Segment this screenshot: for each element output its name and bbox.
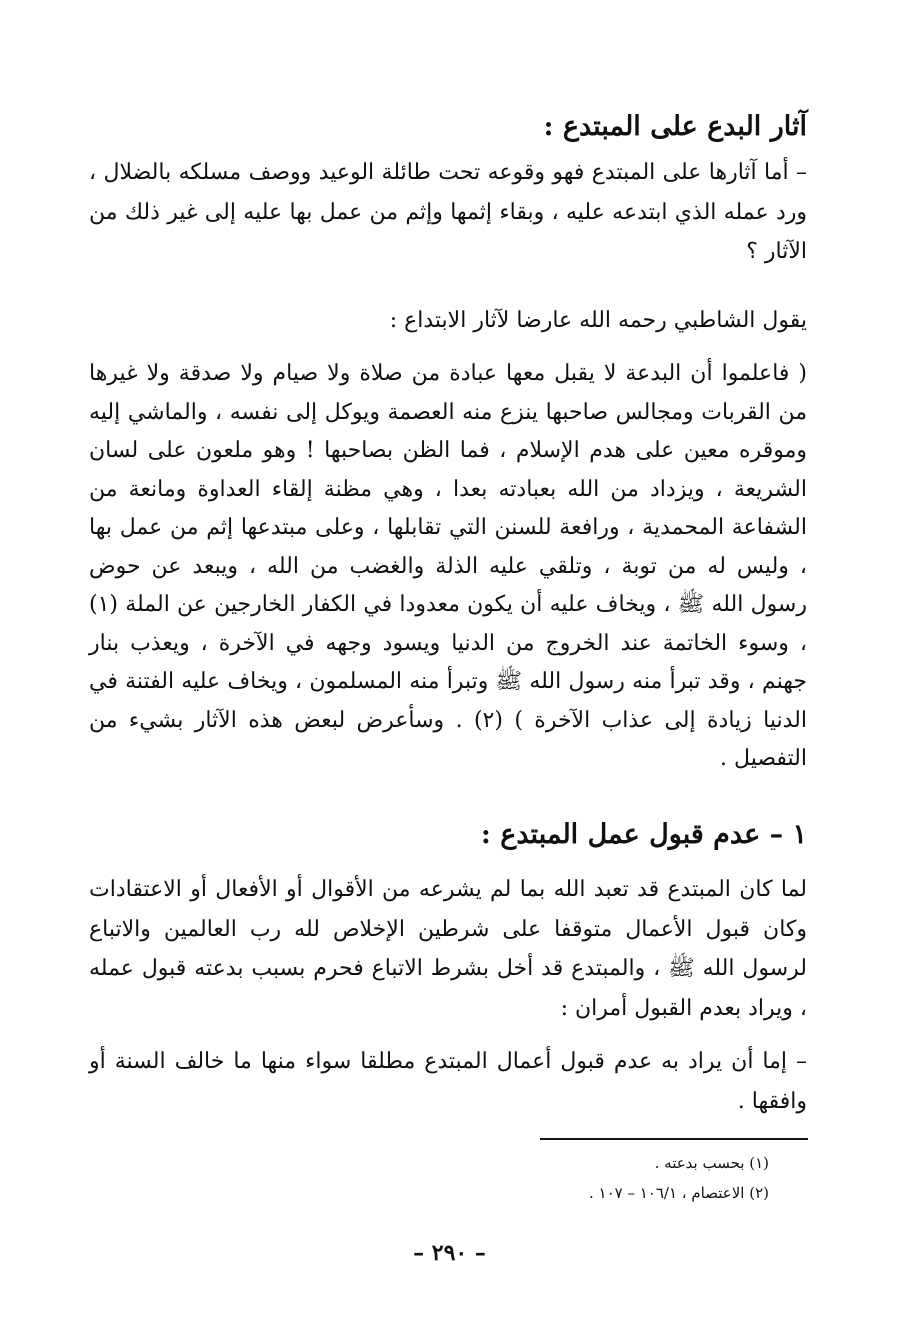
quote-intro: يقول الشاطبي رحمه الله عارضا لآثار الابتداع : (389, 308, 807, 333)
footnote-1: (١) بحسب بدعته . (654, 1154, 769, 1172)
page-number: – ٢٩٠ – (413, 1240, 486, 1266)
subsection-title: ١ – عدم قبول عمل المبتدع : (480, 819, 807, 850)
footnote-divider (540, 1138, 808, 1140)
footnotes (169, 1148, 769, 1208)
quote-paragraph: ( فاعلموا أن البدعة لا يقبل معها عبادة من صلاة ولا صيام ولا صدقة ولا غيرها من القربات ومجالس صاحبها ينزع منه العصمة ويوكل إلى نفسه ، والماشي إليه وموقره معين على هدم الإسلام ، فما الظن بصاحبها ! وهو ملعون على لسان الشريعة ، ويزداد من الله بعبادته بعدا ، وهي مظنة إلقاء العداوة ومانعة من الشفاعة المحمدية ، ورافعة للسنن التي تقابلها ، وعلى مبتدعها إثم من عمل بها ، وليس له من توبة ، وتلقي عليه الذلة والغضب من الله ، ويبعد عن حوض رسول الله ﷺ ، ويخاف عليه أن يكون معدودا في الكفار الخارجين عن الملة (١) ، وسوء الخاتمة عند الخروج من الدنيا ويسود وجهه في الآخرة ، ويعذب بنار جهنم ، وقد تبرأ منه رسول الله ﷺ وتبرأ منه المسلمون ، ويخاف عليه الفتنة في الدنيا زيادة إلى عذاب الآخرة ) (٢) . وسأعرض لبعض هذه الآثار بشيء من التفصيل . (89, 361, 807, 771)
subsection-paragraph: لما كان المبتدع قد تعبد الله بما لم يشرعه من الأقوال أو الأفعال أو الاعتقادات وكان قبول الأعمال متوقفا على شرطين الإخلاص لله رب العالمين والاتباع لرسول الله ﷺ ، والمبتدع قد أخل بشرط الاتباع فحرم بسبب بدعته قبول عمله ، ويراد بعدم القبول أمران : (89, 877, 807, 1021)
first-matter-paragraph: – إما أن يراد به عدم قبول أعمال المبتدع مطلقا سواء منها ما خالف السنة أو وافقها . (89, 1049, 807, 1114)
intro-paragraph: – أما آثارها على المبتدع فهو وقوعه تحت طائلة الوعيد ووصف مسلكه بالضلال ، ورد عمله الذي ابتدعه عليه ، وبقاء إثمها وإثم من عمل بها عليه إلى غير ذلك من الآثار ؟ (89, 160, 807, 264)
footnote-2: (٢) الاعتصام ، ١٠٦/١ – ١٠٧ . (588, 1184, 769, 1202)
section-title: آثار البدع على المبتدع : (543, 111, 807, 142)
